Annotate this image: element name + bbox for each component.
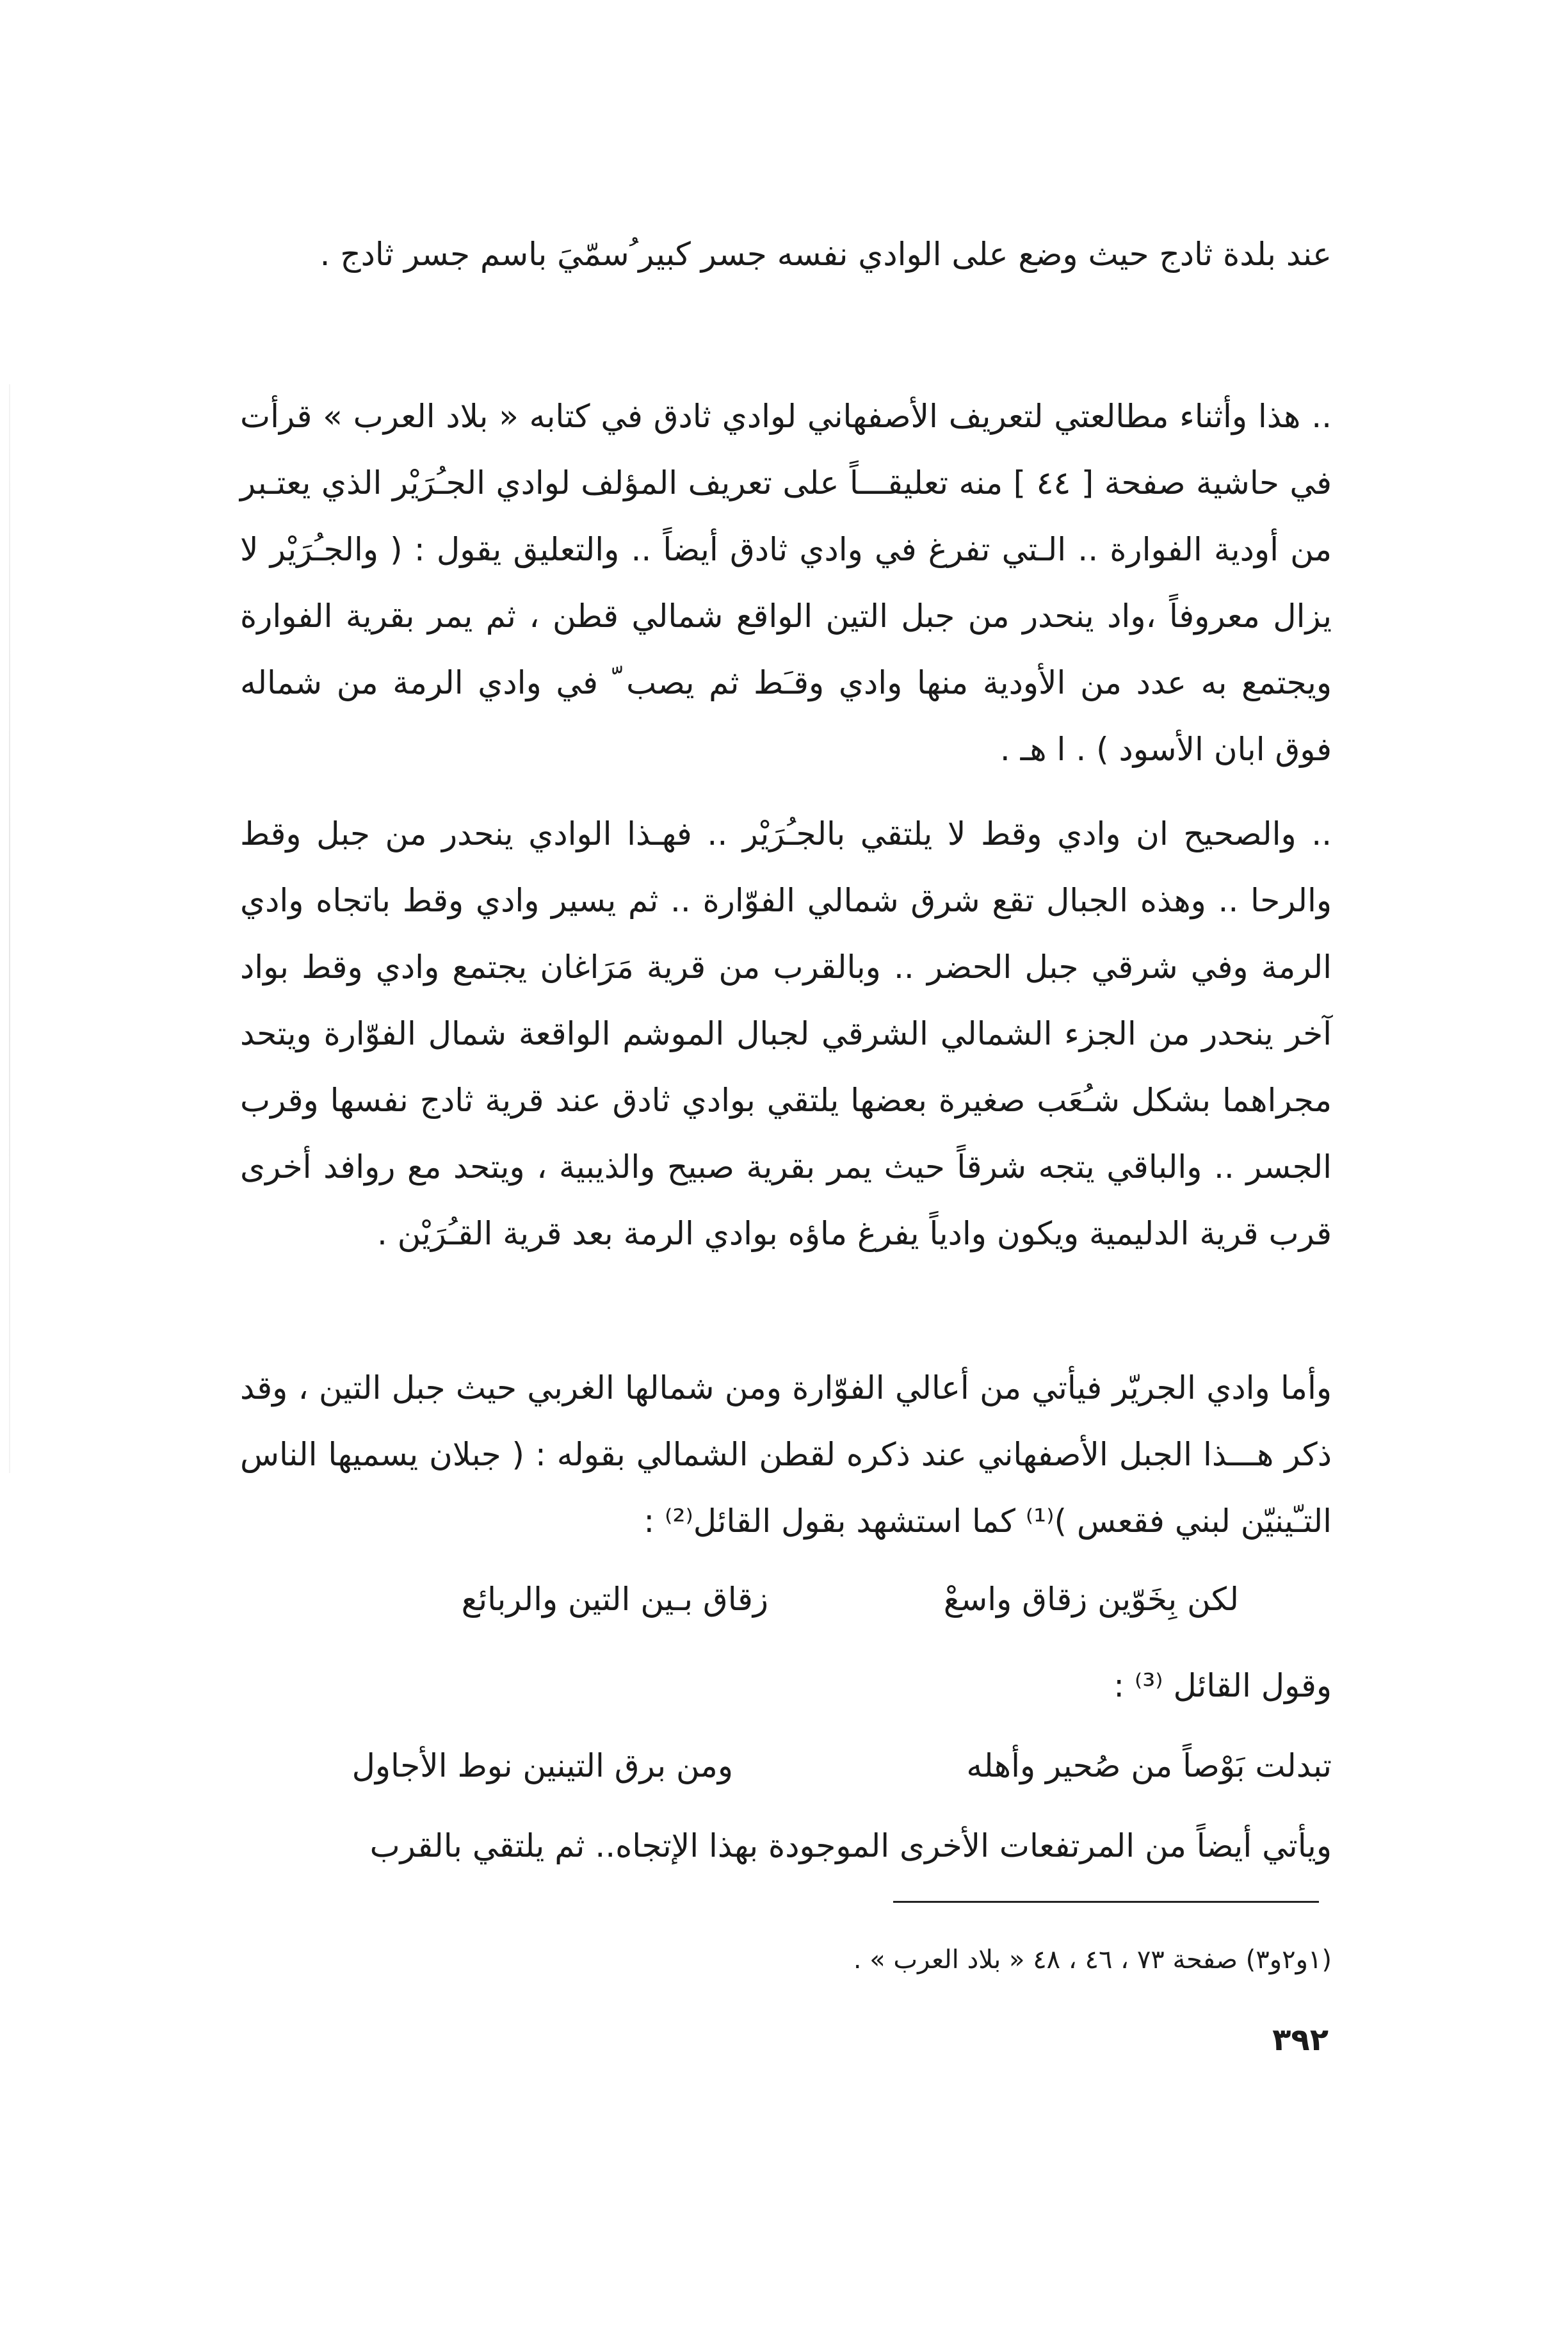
- paragraph-1: عند بلدة ثادج حيث وضع على الوادي نفسه جسر كبير ُسمّيَ باسم جسر ثادج .: [319, 236, 1332, 273]
- paragraph-3: .. والصحيح ان وادي وقط لا يلتقي بالجـُرَيْر .. فهـذا الوادي ينحدر من جبل وقط والرحا .. وهذه الجبال تقع شرق شمالي الفوّارة .. ثم يسير وادي وقط باتجاه وادي الرمة وفي شرقي جبل الحضر .. وبالقرب من قرية مَرَاغان يجتمع وادي وقط بواد آخر ينحدر من الجزء الشمالي الشرقي لجبال الموشم الواقعة شمال الفوّارة ويتحد مجراهما بشكل شـُعَب صغيرة بعضها يلتقي بوادي ثادق عند قرية ثادج نفسها وقرب الجسر .. والباقي يتجه شرقاً حيث يمر بقرية صبيح والذيبية ، ويتحد مع روافد أخرى قرب قرية الدليمية ويكون وادياً يفرغ ماؤه بوادي الرمة بعد قرية القـُرَيْن .: [240, 815, 1332, 1252]
- footnote-divider: [893, 1901, 1319, 1903]
- paragraph-2: .. هذا وأثناء مطالعتي لتعريف الأصفهاني لوادي ثادق في كتابه « بلاد العرب » قرأت في حاشية صفحة [ ٤٤ ] منه تعليقـــاً على تعريف المؤلف لوادي الجـُرَيْر الذي يعتـبر من أودية الفوارة .. الـتي تفرغ في وادي ثادق أيضاً .. والتعليق يقول : ( والجـُرَيْر لا يزال معروفاً ،واد ينحدر من جبل التين الواقع شمالي قطن ، ثم يمر بقرية الفوارة ويجتمع به عدد من الأودية منها وادي وقـَط ثم يصب ّ في وادي الرمة من شماله فوق ابان الأسود ) . ا هـ .: [240, 398, 1332, 768]
- binding-edge: [9, 384, 10, 1473]
- verse-1: [240, 1566, 1332, 1633]
- footnote: (١و٢و٣) صفحة ٧٣ ، ٤٦ ، ٤٨ « بلاد العرب » .: [853, 1945, 1332, 1975]
- closing-line: ويأتي أيضاً من المرتفعات الأخرى الموجودة بهذا الإتجاه.. ثم يلتقي بالقرب: [369, 1827, 1332, 1864]
- verse-intro: وقول القائل ⁽³⁾ :: [1113, 1667, 1332, 1704]
- verse-2-second-hemistich: ومن برق التينين نوط الأجاول: [352, 1747, 733, 1784]
- verse-1-first-hemistich: لكن بِخَوّين زقاق واسعْ: [943, 1581, 1239, 1618]
- verse-1-second-hemistich: زقاق بـين التين والربائع: [461, 1581, 768, 1618]
- paragraph-4: وأما وادي الجريّر فيأتي من أعالي الفوّارة ومن شمالها الغربي حيث جبل التين ، وقد ذكر هـــذا الجبل الأصفهاني عند ذكره لقطن الشمالي بقوله : ( جبلان يسميها الناس التـّينيّن لبني فقعس )⁽¹⁾ كما استشهد بقول القائل⁽²⁾ :: [240, 1369, 1332, 1540]
- verse-2: [240, 1732, 1332, 1799]
- verse-2-first-hemistich: تبدلت بَوْصاً من صُحير وأهله: [966, 1747, 1332, 1784]
- page-number: ٣٩٢: [1272, 2022, 1329, 2058]
